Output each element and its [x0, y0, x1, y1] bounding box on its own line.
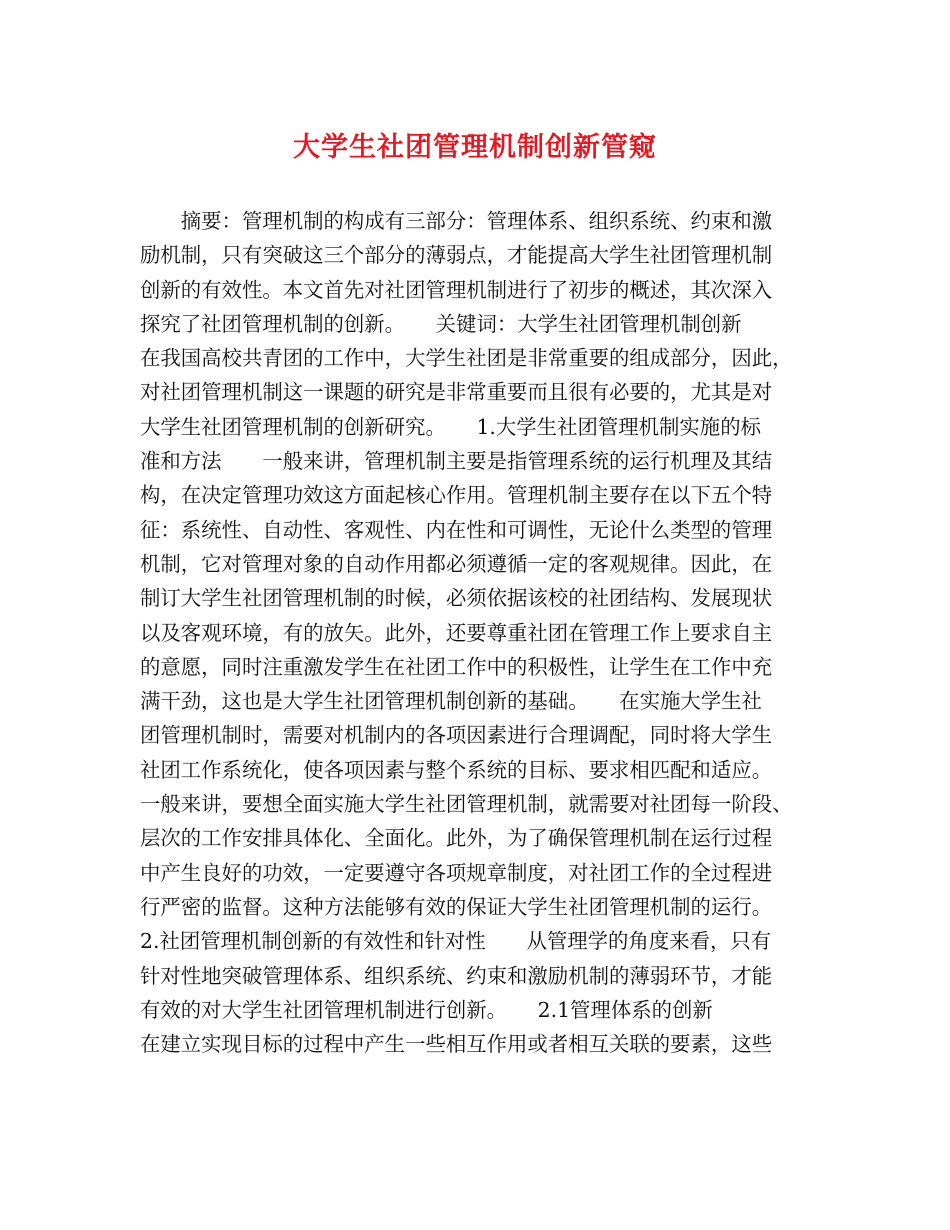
body-line: 层次的工作安排具体化、全面化。此外，为了确保管理机制在运行过程	[140, 826, 773, 851]
page-title: 大学生社团管理机制创新管窥	[293, 132, 657, 163]
body-line: 中产生良好的功效，一定要遵守各项规章制度，对社团工作的全过程进	[140, 860, 773, 885]
body-line: 准和方法 一般来讲，管理机制主要是指管理系统的运行机理及其结	[140, 449, 773, 474]
body-line: 在我国高校共青团的工作中，大学生社团是非常重要的组成部分，因此，	[140, 346, 793, 371]
body-line: 摘要：管理机制的构成有三部分：管理体系、组织系统、约束和激	[140, 209, 773, 233]
body-line: 满干劲，这也是大学生社团管理机制创新的基础。 在实施大学生社	[140, 689, 762, 714]
body-line: 探究了社团管理机制的创新。 关键词：大学生社团管理机制创新	[140, 311, 742, 336]
body-line: 制订大学生社团管理机制的时候，必须依据该校的社团结构、发展现状	[140, 586, 773, 611]
body-line: 励机制，只有突破这三个部分的薄弱点，才能提高大学生社团管理机制	[140, 243, 773, 268]
body-line: 对社团管理机制这一课题的研究是非常重要而且很有必要的，尤其是对	[140, 380, 773, 405]
body-line: 机制，它对管理对象的自动作用都必须遵循一定的客观规律。因此，在	[140, 551, 773, 576]
body-line: 有效的对大学生社团管理机制进行创新。 2.1管理体系的创新	[140, 997, 713, 1022]
article-body	[140, 204, 820, 1061]
body-line: 创新的有效性。本文首先对社团管理机制进行了初步的概述，其次深入	[140, 277, 773, 302]
body-line: 2.社团管理机制创新的有效性和针对性 从管理学的角度来看，只有	[140, 929, 772, 954]
body-line: 大学生社团管理机制的创新研究。 1.大学生社团管理机制实施的标	[140, 414, 761, 439]
body-line: 以及客观环境，有的放矢。此外，还要尊重社团在管理工作上要求自主	[140, 620, 773, 645]
body-line: 社团工作系统化，使各项因素与整个系统的目标、要求相匹配和适应。	[140, 757, 773, 782]
body-line: 的意愿，同时注重激发学生在社团工作中的积极性，让学生在工作中充	[140, 654, 773, 679]
body-line: 一般来讲，要想全面实施大学生社团管理机制，就需要对社团每一阶段、	[140, 792, 793, 817]
body-line: 团管理机制时，需要对机制内的各项因素进行合理调配，同时将大学生	[140, 723, 773, 748]
body-line: 征：系统性、自动性、客观性、内在性和可调性，无论什么类型的管理	[140, 517, 773, 542]
body-line: 行严密的监督。这种方法能够有效的保证大学生社团管理机制的运行。	[140, 894, 773, 919]
body-line: 构，在决定管理功效这方面起核心作用。管理机制主要存在以下五个特	[140, 483, 773, 508]
body-line: 针对性地突破管理体系、组织系统、约束和激励机制的薄弱环节，才能	[140, 963, 773, 988]
body-line: 在建立实现目标的过程中产生一些相互作用或者相互关联的要素，这些	[140, 1032, 773, 1057]
